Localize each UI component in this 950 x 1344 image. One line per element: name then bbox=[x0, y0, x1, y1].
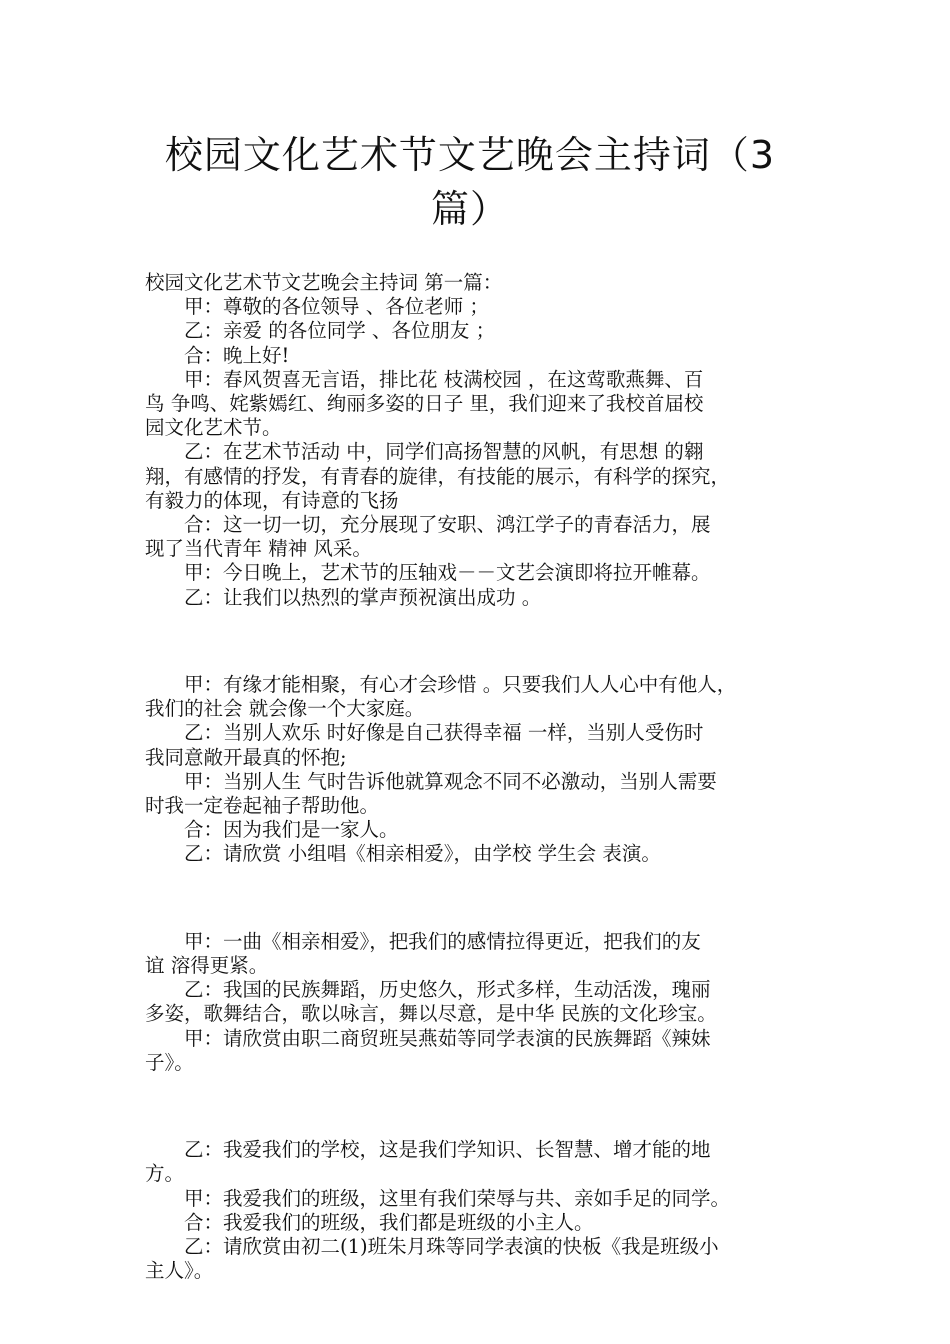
text-line: 甲：一曲《相亲相爱》，把我们的感情拉得更近，把我们的友 bbox=[184, 929, 701, 953]
title-line-1: 校园文化艺术节文艺晚会主持词（3 bbox=[164, 133, 776, 177]
text-line: 乙：我爱我们的学校，这是我们学知识、长智慧、增才能的地 bbox=[184, 1138, 711, 1162]
text-line: 多姿，歌舞结合，歌以咏言，舞以尽意，是中华 民族的文化珍宝。 bbox=[145, 1002, 717, 1026]
text-line: 合：晚上好! bbox=[184, 343, 290, 367]
blank-line bbox=[145, 1095, 825, 1119]
text-line: 甲：春风贺喜无言语，排比花 枝满校园 ，在这莺歌燕舞、百 bbox=[184, 367, 704, 391]
text-line: 现了当代青年 精神 风采。 bbox=[145, 537, 372, 561]
text-line: 甲：请欣赏由职二商贸班吴燕茹等同学表演的民族舞蹈《辣妹 bbox=[184, 1026, 711, 1050]
title-line-2: 篇） bbox=[430, 187, 509, 231]
text-line: 方。 bbox=[145, 1162, 185, 1186]
text-line: 谊 溶得更紧。 bbox=[145, 954, 269, 978]
text-line: 鸟 争鸣、姹紫嫣红、绚丽多姿的日子 里，我们迎来了我校首届校 bbox=[145, 392, 704, 416]
text-line: 甲：尊敬的各位领导 、各位老师 ； bbox=[184, 295, 489, 319]
text-line: 甲：有缘才能相聚，有心才会珍惜 。只要我们人人心中有他人， bbox=[184, 673, 737, 697]
text-line: 乙：亲爱 的各位同学 、各位朋友 ； bbox=[184, 319, 496, 343]
text-line: 乙：请欣赏 小组唱《相亲相爱》，由学校 学生会 表演。 bbox=[184, 842, 661, 866]
text-line: 时我一定卷起袖子帮助他。 bbox=[145, 794, 380, 818]
text-line: 我同意敞开最真的怀抱; bbox=[145, 745, 347, 769]
text-line: 甲：今日晚上，艺术节的压轴戏－－文艺会演即将拉开帷幕。 bbox=[184, 561, 711, 585]
text-line: 有毅力的体现，有诗意的飞扬 bbox=[145, 488, 399, 512]
text-line: 甲：当别人生 气时告诉他就算观念不同不必激动，当别人需要 bbox=[184, 769, 717, 793]
text-line: 乙：当别人欢乐 时好像是自己获得幸福 一样，当别人受伤时 bbox=[184, 721, 704, 745]
text-line: 乙：我国的民族舞蹈，历史悠久，形式多样，生动活泼，瑰丽 bbox=[184, 978, 711, 1002]
text-line: 乙：让我们以热烈的掌声预祝演出成功 。 bbox=[184, 585, 542, 609]
text-line: 合：我爱我们的班级，我们都是班级的小主人。 bbox=[184, 1210, 594, 1234]
text-line: 主人》。 bbox=[145, 1259, 214, 1283]
text-line: 甲：我爱我们的班级，这里有我们荣辱与共、亲如手足的同学。 bbox=[184, 1186, 731, 1210]
blank-line bbox=[145, 886, 825, 910]
text-line: 乙：在艺术节活动 中，同学们高扬智慧的风帆，有思想 的翱 bbox=[184, 440, 704, 464]
text-line: 园文化艺术节。 bbox=[145, 416, 282, 440]
text-line: 我们的社会 就会像一个大家庭。 bbox=[145, 697, 425, 721]
text-line: 合：因为我们是一家人。 bbox=[184, 818, 399, 842]
text-line: 校园文化艺术节文艺晚会主持词 第一篇： bbox=[145, 271, 503, 294]
document-body bbox=[145, 271, 825, 1283]
text-line: 合：这一切一切，充分展现了安职、鸿江学子的青春活力，展 bbox=[184, 513, 711, 537]
blank-line bbox=[145, 629, 825, 653]
text-line: 子》。 bbox=[145, 1050, 194, 1074]
text-line: 翔，有感情的抒发，有青春的旋律，有技能的展示，有科学的探究， bbox=[145, 464, 731, 488]
text-line: 乙：请欣赏由初二(1)班朱月珠等同学表演的快板《我是班级小 bbox=[184, 1235, 719, 1259]
document-title bbox=[150, 128, 790, 236]
